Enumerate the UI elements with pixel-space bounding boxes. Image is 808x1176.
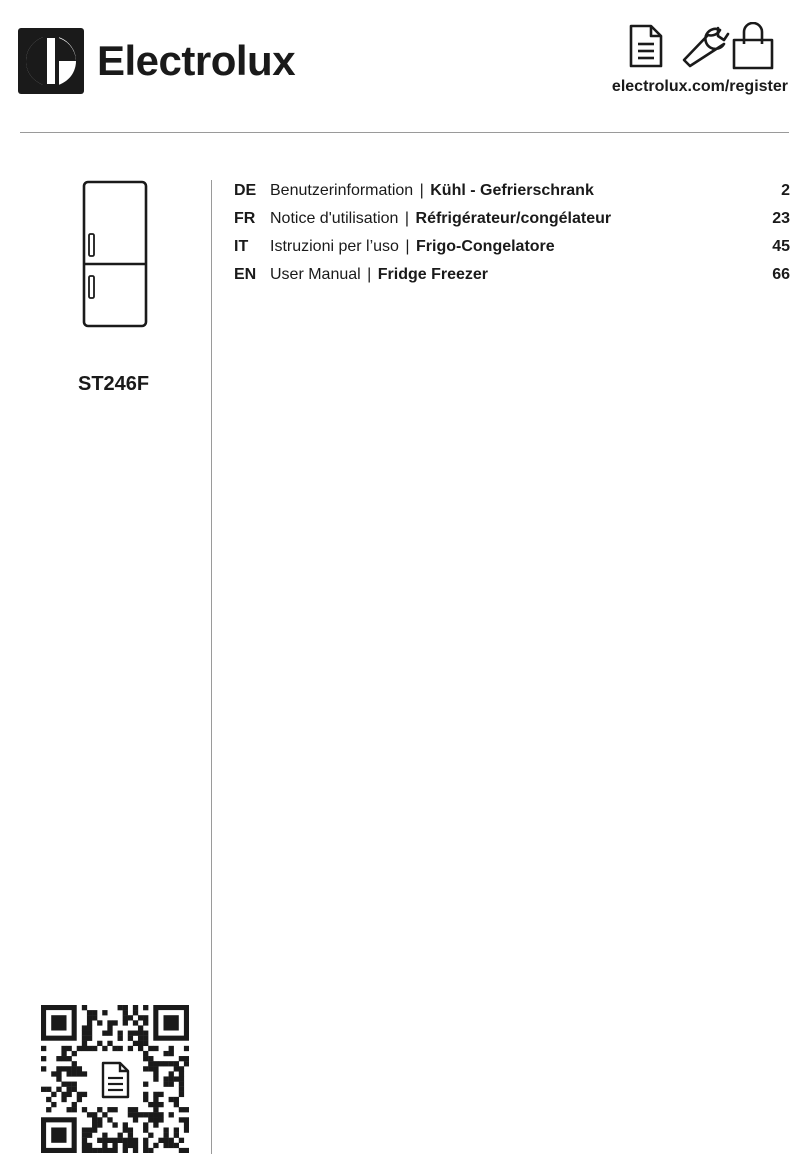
toc-row[interactable]: [234, 264, 790, 292]
model-number: ST246F: [78, 373, 150, 395]
toc-title: Réfrigérateur/congélateur: [415, 210, 612, 227]
toc-language-code: EN: [234, 266, 257, 283]
fridge-freezer-icon: [82, 180, 148, 328]
toc-label: Istruzioni per l’uso: [270, 238, 399, 255]
toc-language-code: FR: [234, 210, 256, 227]
register-link[interactable]: electrolux.com/register: [611, 78, 788, 95]
column-divider: [211, 180, 212, 1154]
toc-row[interactable]: [234, 180, 790, 208]
qr-code-icon[interactable]: [41, 1005, 189, 1153]
toc-language-code: IT: [234, 238, 249, 255]
qr-finder-pattern: [41, 1117, 77, 1153]
header-divider: [20, 132, 789, 133]
toc-page-number: 23: [772, 210, 790, 227]
wrench-icon: [684, 28, 728, 66]
toc-separator: |: [367, 266, 372, 283]
toc-page-number: 66: [772, 266, 790, 283]
document-icon: [97, 1059, 133, 1101]
toc-language-code: DE: [234, 182, 257, 199]
toc-row[interactable]: [234, 236, 790, 264]
toc-title: Fridge Freezer: [377, 266, 489, 283]
qr-finder-pattern: [153, 1005, 189, 1041]
toc-entry-text: [270, 180, 594, 202]
toc-entry-text: [270, 208, 611, 230]
document-icon: [631, 26, 661, 66]
table-of-contents: [234, 180, 790, 292]
shopping-bag-icon: [734, 23, 772, 68]
toc-entry-text: [270, 236, 555, 258]
toc-label: Notice d'utilisation: [270, 210, 399, 227]
toc-title: Kühl - Gefrierschrank: [430, 182, 594, 199]
toc-label: User Manual: [270, 266, 361, 283]
toc-entry-text: [270, 264, 488, 286]
toc-page-number: 2: [781, 182, 790, 199]
toc-title: Frigo-Congelatore: [416, 238, 555, 255]
toc-page-number: 45: [772, 238, 790, 255]
electrolux-logo-icon: [18, 28, 84, 94]
brand-name: Electrolux: [97, 37, 296, 84]
toc-separator: |: [404, 210, 410, 227]
qr-finder-pattern: [41, 1005, 77, 1041]
toc-label: Benutzerinformation: [270, 182, 414, 199]
toc-separator: |: [419, 182, 424, 199]
toc-separator: |: [405, 238, 410, 255]
header-icon-group: [628, 22, 776, 70]
toc-row[interactable]: [234, 208, 790, 236]
